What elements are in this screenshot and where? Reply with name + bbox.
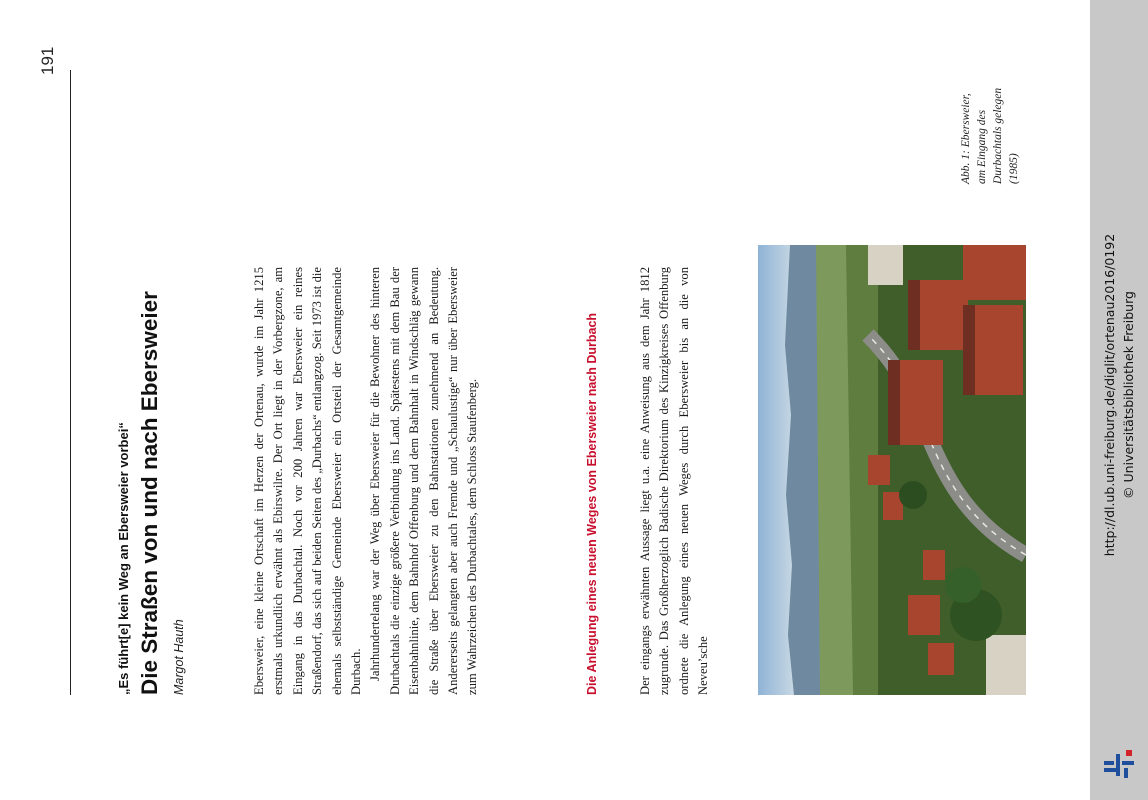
article-author: Margot Hauth (172, 619, 186, 695)
article-kicker: „Es führt[e] kein Weg an Ebersweier vorbei“ (116, 422, 131, 695)
header-rule (70, 70, 71, 695)
aerial-photo-illustration (758, 245, 1026, 695)
caption-line-4: (1985) (1008, 153, 1020, 184)
aerial-photo-ebersweier (758, 245, 1026, 695)
copyright-notice: © Universitätsbibliothek Freiburg (1121, 291, 1136, 499)
paragraph-1: Ebersweier, eine kleine Ortschaft im Herzen der Ortenau, wurde im Jahr 1215 erstmals urkundlich erwähnt als Ebirswilre. Der Ort liegt in der Vorbergzone, am Eingang in das Durbachtal. Noch vor 200 Jahren war Ebersweier ein reines Straßendorf, das sich auf beiden Seiten des „Durbachs“ entlangzog. Seit 1973 ist die ehemals selbstständige Gemeinde Ebersweier ein Ortsteil der Gesamtgemeinde Durbach. (252, 267, 364, 695)
article-title: Die Straßen von und nach Ebersweier (137, 291, 162, 695)
caption-line-1: Abb. 1: Ebersweier, (960, 93, 972, 184)
figure-caption (958, 44, 1022, 184)
source-url[interactable]: http://dl.ub.uni-freiburg.de/diglit/ortenau2016/0192 (1102, 233, 1117, 557)
paragraph-3: Der eingangs erwähnten Aussage liegt u.a. eine Anweisung aus dem Jahr 1812 zugrunde. Das Großherzoglich Badische Direktorium des Kinzigkreises Offenburg ordnete die Anlegung eines neuen Weges durch Ebersweier bis an die von Neveu’sche (638, 267, 711, 695)
page-number: 191 (38, 46, 57, 75)
intro-text (250, 267, 483, 695)
sidebar-text (1100, 15, 1138, 775)
paragraph-2: Jahrhundertelang war der Weg über Ebersweier für die Bewohner des hinteren Durbachtals die einzige größere Verbindung ins Land. Spätestens mit dem Bau der Eisenbahnlinie, dem Bahnhof Offenburg und dem Bahnhalt in Windschläg gewann die Straße über Ebersweier zu den Bahnstationen zunehmend an Bedeutung. Andererseits gelangten aber auch Fremde und „Schaulustige“ nur über Ebersweier zum Wahrzeichen des Durbachtales, dem Schloss Staufenberg. (368, 267, 480, 695)
university-library-logo-icon (1102, 748, 1136, 782)
library-sidebar (1090, 0, 1148, 800)
section-heading: Die Anlegung eines neuen Weges von Ebersweier nach Durbach (585, 312, 599, 695)
section-text (636, 267, 714, 695)
caption-line-3: Durbachtals gelegen (992, 87, 1004, 184)
caption-line-2: am Eingang des (976, 109, 988, 184)
